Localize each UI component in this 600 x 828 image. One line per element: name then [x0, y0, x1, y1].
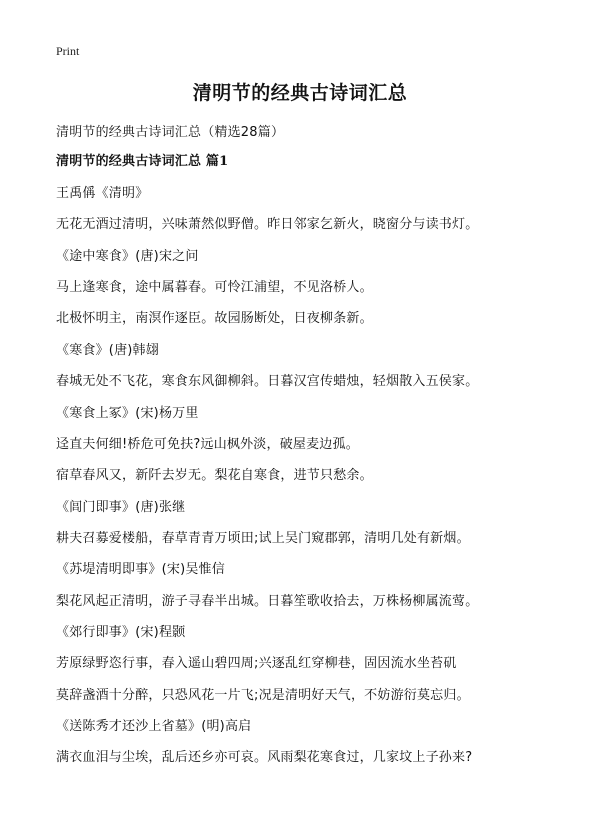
poem-title: 《寒食上冢》(宋)杨万里 [56, 405, 199, 421]
document-subtitle: 清明节的经典古诗词汇总（精选28篇） [56, 125, 285, 140]
poem-line: 芳原绿野恣行事，春入遥山碧四周;兴逐乱红穿柳巷，固因流水坐苔矶 [56, 656, 457, 672]
poem-line: 梨花风起正清明，游子寻春半出城。日暮笙歌收拾去，万株杨柳属流莺。 [56, 593, 479, 609]
print-link[interactable]: Print [56, 44, 80, 58]
poem-line: 满衣血泪与尘埃，乱后还乡亦可哀。风雨梨花寒食过，几家坟上子孙来? [56, 750, 473, 766]
poem-title: 《苏堤清明即事》(宋)吴惟信 [56, 562, 225, 578]
section-heading: 清明节的经典古诗词汇总 篇1 [56, 154, 229, 169]
poem-title: 《途中寒食》(唐)宋之问 [56, 248, 199, 264]
poem-title: 《闾门即事》(唐)张继 [56, 499, 186, 515]
poem-title: 《寒食》(唐)韩翃 [56, 342, 159, 358]
poem-line: 春城无处不飞花，寒食东风御柳斜。日暮汉宫传蜡烛，轻烟散入五侯家。 [56, 374, 479, 390]
poem-title: 《郊行即事》(宋)程颢 [56, 624, 186, 640]
page-title: 清明节的经典古诗词汇总 [192, 82, 408, 104]
poem-line: 迳直夫何细!桥危可免扶?远山枫外淡，破屋麦边孤。 [56, 436, 359, 452]
poem-line: 宿草春风又，新阡去岁无。梨花自寒食，进节只愁余。 [56, 468, 373, 484]
poem-line: 莫辞盏酒十分醉，只恐风花一片飞;况是清明好天气，不妨游衍莫忘归。 [56, 687, 470, 703]
poem-line: 北极怀明主，南溟作逐臣。故园肠断处，日夜柳条新。 [56, 311, 373, 327]
poem-line: 无花无酒过清明，兴味萧然似野僧。昨日邻家乞新火，晓窗分与读书灯。 [56, 217, 479, 233]
poem-title: 《送陈秀才还沙上省墓》(明)高启 [56, 719, 252, 734]
poem-line: 马上逢寒食，途中属暮春。可怜江浦望，不见洛桥人。 [56, 280, 373, 296]
poem-title: 王禹偁《清明》 [56, 186, 149, 201]
poem-line: 耕夫召募爱楼船，春草青青万顷田;试上吴门窥郡郭，清明几处有新烟。 [56, 530, 470, 546]
